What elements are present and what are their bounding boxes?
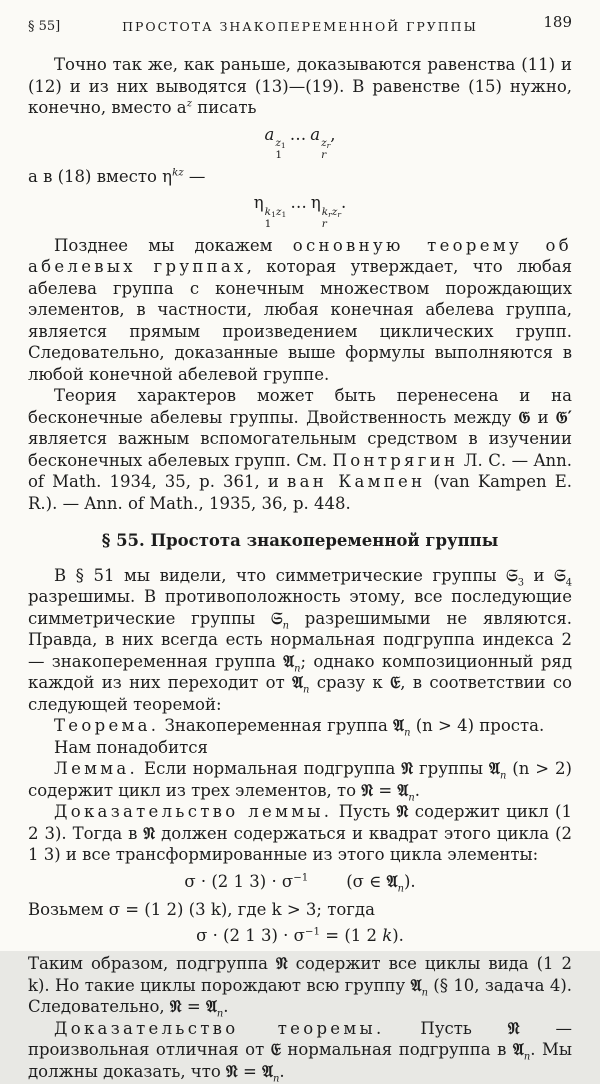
subscript: n xyxy=(397,882,404,894)
text-run: , в соответствии со следующей теоремой: xyxy=(28,673,572,714)
subscript: n xyxy=(523,1051,531,1063)
fraktur-S-symbol: 𝔖 xyxy=(554,565,566,585)
condition-close: ). xyxy=(403,871,416,891)
math-eta: η xyxy=(253,193,264,213)
text-run: должен содержаться и квадрат этого цикла (2 1 3) и все трансформированные из этого цикла элементы: xyxy=(28,823,572,865)
subscript: n xyxy=(216,1008,224,1020)
proof-lemma-label: Доказательство леммы. xyxy=(54,802,333,822)
text-run: (van Kampen E. R.). — Ann. of Math., 1935, 36, p. 448. xyxy=(28,472,572,513)
punctuation: . xyxy=(414,780,420,800)
subscript: n xyxy=(499,770,507,782)
text-run: и xyxy=(530,407,556,427)
math-var-a: a xyxy=(176,98,187,117)
text-run: а в (18) вместо xyxy=(28,166,163,186)
punctuation: . xyxy=(223,997,229,1017)
text-run: Теория характеров может быть перенесена и на бесконечные абелевы группы. Двойственность между xyxy=(28,386,572,427)
math-var-a: a xyxy=(264,124,275,144)
fraktur-A-symbol: 𝔄 xyxy=(512,1040,524,1060)
sigma-expression: σ · (2 1 3) · σ xyxy=(184,871,294,891)
lemma-text: Если нормальная подгруппа xyxy=(138,759,402,779)
math-var-z: z xyxy=(275,137,281,150)
fraktur-S-symbol: 𝔖 xyxy=(271,608,283,628)
fraktur-G-prime-symbol: 𝔊′ xyxy=(555,407,572,427)
math-eta: η xyxy=(310,193,321,213)
text-run: > 3; тогда xyxy=(281,899,375,919)
subscript: n xyxy=(273,1072,280,1084)
inner-index: r xyxy=(328,209,332,219)
text-run: содержит все циклы вида (1 2 xyxy=(287,954,572,974)
lemma-statement xyxy=(28,758,572,801)
superscript-inverse: −1 xyxy=(293,872,309,884)
fraktur-A-symbol: 𝔄 xyxy=(397,780,409,800)
math-var-z: z xyxy=(321,137,327,150)
fraktur-N-symbol: 𝔑 xyxy=(396,802,409,822)
fraktur-S-symbol: 𝔖 xyxy=(506,565,518,585)
lemma-label: Лемма. xyxy=(54,759,139,779)
math-var-z: z xyxy=(275,205,282,218)
paragraph-equalities xyxy=(28,54,572,119)
fraktur-N-symbol: 𝔑 xyxy=(169,997,182,1017)
paragraph-character-theory xyxy=(28,385,572,514)
running-title: ПРОСТОТА ЗНАКОПЕРЕМЕННОЙ ГРУППЫ xyxy=(122,19,478,34)
equals-sign: = xyxy=(373,780,398,800)
fraktur-A-symbol: 𝔄 xyxy=(205,997,217,1017)
scripts-stack xyxy=(321,138,330,162)
text-run: писать xyxy=(192,98,257,117)
subscript xyxy=(322,219,327,230)
fraktur-N-symbol: 𝔑 xyxy=(507,1018,520,1038)
subscript: n xyxy=(408,791,415,803)
lemma-text: группы xyxy=(413,759,490,779)
math-kz: kz xyxy=(172,167,184,179)
inner-index: r xyxy=(326,141,331,151)
equals-sign: = xyxy=(237,1061,263,1081)
text-run: является важным вспомогательным средством в изучении бесконечных абелевых групп. См. xyxy=(28,429,572,470)
fraktur-A-symbol: 𝔄 xyxy=(386,871,398,891)
math-var-k: k xyxy=(321,205,329,218)
math-eta: η xyxy=(162,166,173,186)
superscript xyxy=(172,167,184,178)
text-run: разрешимы. В противоположность этому, все последующие симметрические группы xyxy=(28,587,572,628)
theorem-text: Знакопеременная группа xyxy=(159,716,394,736)
text-run: В § 51 мы видели, что симметрические группы xyxy=(54,565,507,585)
author-name-van-kampen: ван Кампен xyxy=(286,472,426,492)
punctuation: . xyxy=(340,193,347,213)
section-heading: § 55. Простота знакопеременной группы xyxy=(101,531,499,551)
fraktur-A-symbol: 𝔄 xyxy=(410,975,422,995)
text-run: сразу к xyxy=(309,673,391,693)
fraktur-N-symbol: 𝔑 xyxy=(226,1061,238,1081)
text-run: Таким образом, подгруппа xyxy=(28,954,276,974)
index-r: r xyxy=(321,218,327,231)
theorem-statement xyxy=(28,715,572,737)
proof-of-lemma xyxy=(28,801,572,866)
fraktur-N-symbol: 𝔑 xyxy=(361,780,374,800)
equals-sign: = xyxy=(181,997,206,1017)
math-var-k: k xyxy=(210,899,221,919)
text-run: Точно так же, как раньше, доказываются равенства (11) и (12) и из них выводятся (13)—(19). В равенстве (15) нужно, конечно, вместо xyxy=(28,55,572,117)
text-run: Нам понадобится xyxy=(54,737,208,757)
index-r: r xyxy=(321,149,327,162)
line-instead-eta xyxy=(28,166,572,188)
text-run: и xyxy=(523,565,555,585)
subscript: n xyxy=(421,986,428,998)
inner-index: r xyxy=(337,209,341,219)
fraktur-E-symbol: 𝔈 xyxy=(390,673,401,693)
scripts-stack xyxy=(275,138,285,162)
fraktur-A-symbol: 𝔄 xyxy=(262,1061,274,1081)
text-run: ). Но такие циклы порождают всю группу xyxy=(38,975,411,995)
superscript-inverse: −1 xyxy=(304,926,320,938)
inner-index: 1 xyxy=(281,209,287,219)
lead-in-line xyxy=(28,737,572,759)
text-run: . Мы должны доказать, что xyxy=(28,1040,572,1081)
text-run: Л. С. — Ann. of Math. 1934, 35, p. 361, и xyxy=(28,450,572,492)
author-name-pontryagin: Понтрягин xyxy=(332,450,459,470)
text-run: ; однако композиционный ряд каждой из них переходит от xyxy=(28,651,572,693)
math-var-k: k xyxy=(271,899,282,919)
fraktur-N-symbol: 𝔑 xyxy=(401,759,414,779)
subscript xyxy=(275,150,282,161)
scripts-stack xyxy=(322,207,341,231)
subscript: n xyxy=(294,662,301,674)
fraktur-A-symbol: 𝔄 xyxy=(283,651,295,671)
subscript: 4 xyxy=(565,576,572,588)
take-sigma-line xyxy=(28,899,572,921)
text-run: ), где xyxy=(220,899,272,919)
index-1: 1 xyxy=(275,149,283,162)
punctuation: . xyxy=(279,1061,285,1081)
punctuation: ). xyxy=(392,926,404,946)
index-1: 1 xyxy=(264,218,272,231)
page-header xyxy=(28,12,572,36)
subscript xyxy=(265,219,272,230)
punctuation: , xyxy=(330,124,336,144)
text-run: (§ 10, задача 4). Следовательно, xyxy=(28,975,573,1017)
display-formula-conjugation xyxy=(28,868,572,895)
equals-expression: = (1 2 xyxy=(320,926,383,946)
text-run: — произвольная отличная от xyxy=(28,1018,572,1060)
text-run: разрешимыми не являются. Правда, в них всегда есть нормальная подгруппа индекса 2 — знакопеременная группа xyxy=(28,608,572,671)
math-var-k: k xyxy=(382,926,393,946)
fraktur-N-symbol: 𝔑 xyxy=(143,823,156,843)
proof-of-theorem xyxy=(28,1018,572,1083)
subscript: n xyxy=(404,727,411,739)
fraktur-A-symbol: 𝔄 xyxy=(292,673,304,693)
proof-theorem-label: Доказательство теоремы. xyxy=(54,1018,385,1038)
fraktur-A-symbol: 𝔄 xyxy=(489,759,500,779)
subscript: n xyxy=(303,684,310,696)
display-formula-conjugation-result xyxy=(28,922,572,949)
inner-index: 1 xyxy=(271,209,276,219)
fraktur-G-symbol: 𝔊 xyxy=(518,407,531,427)
text-run: Пусть xyxy=(384,1018,508,1038)
display-formula-eta-powers xyxy=(28,189,572,230)
text-run: нормальная подгруппа в xyxy=(280,1040,513,1060)
theorem-text: (n > 4) проста. xyxy=(410,716,545,736)
emphasized-spaced-text: основную теорему об абелевых группах xyxy=(28,235,572,277)
text-run: Позднее мы докажем xyxy=(54,235,293,255)
paragraph-abelian-theorem xyxy=(28,235,572,386)
fraktur-N-symbol: 𝔑 xyxy=(275,954,288,974)
text-run: Возьмем σ = (1 2) (3 xyxy=(28,899,211,919)
lemma-text: (n > 2) содержит цикл из трех элементов, то xyxy=(28,759,572,800)
paragraph-thus-cycles xyxy=(28,953,572,1018)
scripts-stack xyxy=(265,207,287,231)
ellipsis: … xyxy=(290,193,307,213)
text-run: , которая утверждает, что любая абелева группа с конечным множеством порождающих элементов, в частности, любая конечная абелева группа, является прямым произведением циклических групп. Следовательно, доказанные выше формулы выполняются в любой конечной абелевой группе. xyxy=(28,257,573,384)
subscript xyxy=(321,150,326,161)
math-var-a: a xyxy=(310,124,321,144)
section-marker: § 55] xyxy=(28,19,61,34)
text-run: — xyxy=(183,166,206,186)
theorem-label: Теорема. xyxy=(54,716,160,736)
math-var-z: z xyxy=(331,205,338,218)
page-number: 189 xyxy=(543,13,572,31)
display-formula-a-powers xyxy=(28,121,572,162)
sigma-expression: σ · (2 1 3) · σ xyxy=(196,926,305,946)
text-run: содержит цикл (1 2 3). Тогда в xyxy=(28,802,572,843)
math-var-z: z xyxy=(186,98,193,110)
subscript: n xyxy=(282,619,289,631)
inner-index: 1 xyxy=(280,141,286,151)
math-var-k: k xyxy=(264,205,272,218)
math-var-k: k xyxy=(28,975,38,995)
ellipsis: … xyxy=(289,124,307,144)
paragraph-symmetric-groups xyxy=(28,565,572,716)
subscript: 3 xyxy=(517,576,524,588)
condition-open: (σ ∈ xyxy=(346,871,387,891)
text-run: Пусть xyxy=(332,802,397,822)
fraktur-A-symbol: 𝔄 xyxy=(393,716,405,736)
fraktur-E-symbol: 𝔈 xyxy=(270,1040,281,1060)
